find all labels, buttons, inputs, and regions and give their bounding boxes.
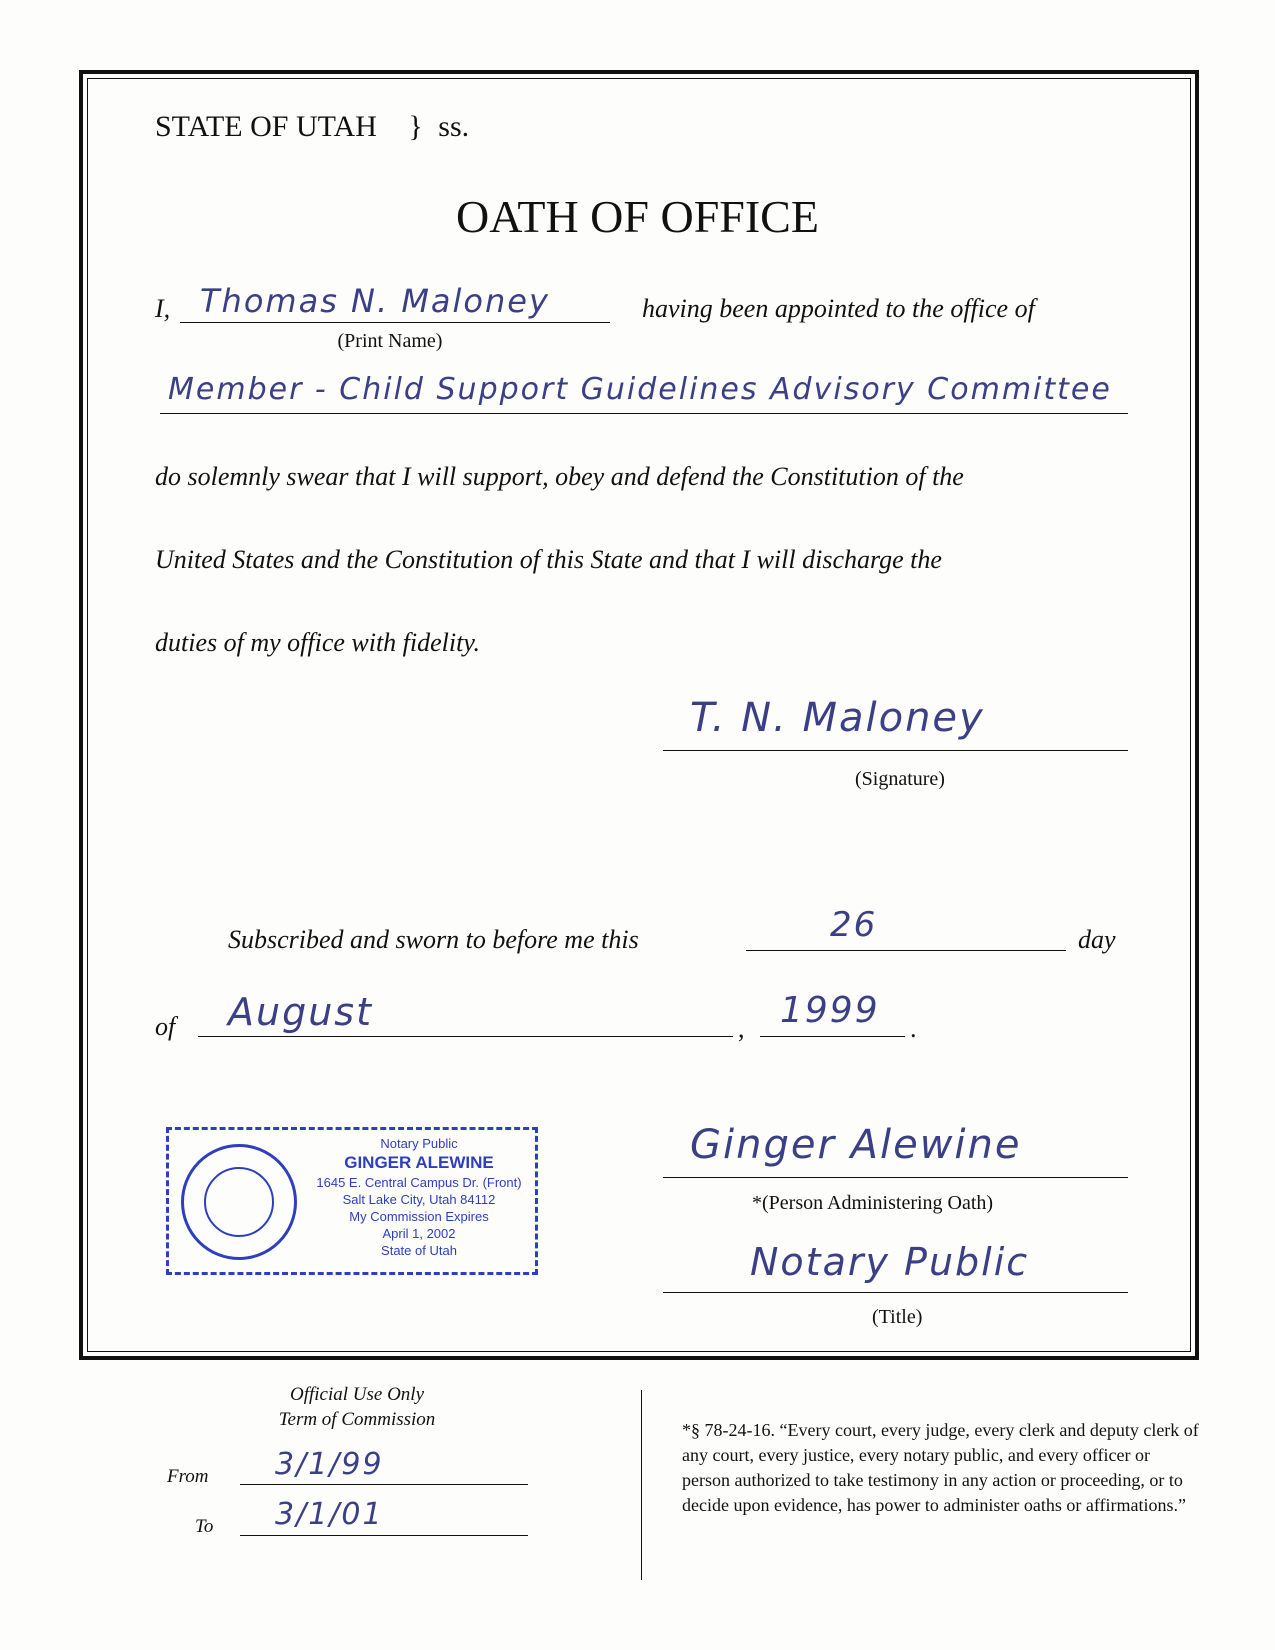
title-line <box>663 1292 1128 1293</box>
day-value: 26 <box>830 905 878 945</box>
office-line <box>160 413 1128 414</box>
stamp-line-3: 1645 E. Central Campus Dr. (Front) <box>316 1175 522 1190</box>
print-name-line <box>180 322 610 323</box>
stamp-line-7: State of Utah <box>381 1243 457 1258</box>
notary-stamp <box>166 1127 538 1275</box>
year-value: 1999 <box>780 990 880 1031</box>
ss-label: ss. <box>438 110 470 143</box>
date-period: . <box>910 1014 917 1043</box>
day-line <box>746 950 1066 951</box>
stamp-line-2: GINGER ALEWINE <box>344 1153 494 1172</box>
signature-line <box>663 750 1128 751</box>
administrator-signature: Ginger Alewine <box>690 1122 1022 1168</box>
administrator-line <box>663 1177 1128 1178</box>
state-name: STATE OF UTAH <box>155 110 377 143</box>
seal-inner-ring <box>204 1167 274 1237</box>
from-line <box>240 1484 528 1485</box>
month-line <box>198 1036 733 1037</box>
pronoun-label: I, <box>155 294 171 323</box>
statute-text: *§ 78-24-16. “Every court, every judge, every clerk and deputy clerk of any court, every justice, every notary public, and every officer or person authorized to take testimony in any action or proceeding, or to decide upon evidence, has power to administer oaths or affirmations.” <box>682 1420 1199 1515</box>
brace: } <box>408 110 423 143</box>
oath-line-1: do solemnly swear that I will support, obey and defend the Constitution of the <box>155 462 964 491</box>
from-label: From <box>167 1466 209 1487</box>
stamp-line-4: Salt Lake City, Utah 84112 <box>342 1192 496 1207</box>
official-use-heading: Official Use Only <box>289 1384 425 1405</box>
to-line <box>240 1535 528 1536</box>
title-caption: (Title) <box>872 1306 923 1328</box>
to-label: To <box>195 1516 214 1537</box>
administrator-caption: *(Person Administering Oath) <box>752 1192 994 1214</box>
year-line <box>760 1036 905 1037</box>
day-label: day <box>1078 925 1116 954</box>
state-seal <box>181 1144 297 1260</box>
stamp-line-6: April 1, 2002 <box>382 1226 456 1241</box>
subscribed-text: Subscribed and sworn to before me this <box>228 925 639 954</box>
appointed-text: having been appointed to the office of <box>642 294 1035 323</box>
stamp-line-1: Notary Public <box>380 1136 458 1151</box>
date-comma: , <box>738 1014 745 1043</box>
document-title: OATH OF OFFICE <box>456 191 819 242</box>
state-heading <box>155 110 469 144</box>
stamp-line-5: My Commission Expires <box>349 1209 489 1224</box>
of-label: of <box>155 1012 176 1041</box>
print-name-caption: (Print Name) <box>337 330 443 352</box>
footer-divider <box>641 1390 642 1580</box>
month-value: August <box>228 990 373 1034</box>
from-value: 3/1/99 <box>275 1447 384 1482</box>
signature-caption: (Signature) <box>855 768 945 790</box>
to-value: 3/1/01 <box>275 1497 384 1532</box>
oath-line-3: duties of my office with fidelity. <box>155 628 480 657</box>
term-heading: Term of Commission <box>278 1409 436 1430</box>
stamp-text <box>299 1135 539 1259</box>
office-value: Member - Child Support Guidelines Advisory Committee <box>168 372 1112 407</box>
oath-line-2: United States and the Constitution of this State and that I will discharge the <box>155 545 942 574</box>
signature-value: T. N. Maloney <box>690 695 985 741</box>
title-value: Notary Public <box>750 1240 1030 1284</box>
print-name-value: Thomas N. Maloney <box>200 282 550 320</box>
